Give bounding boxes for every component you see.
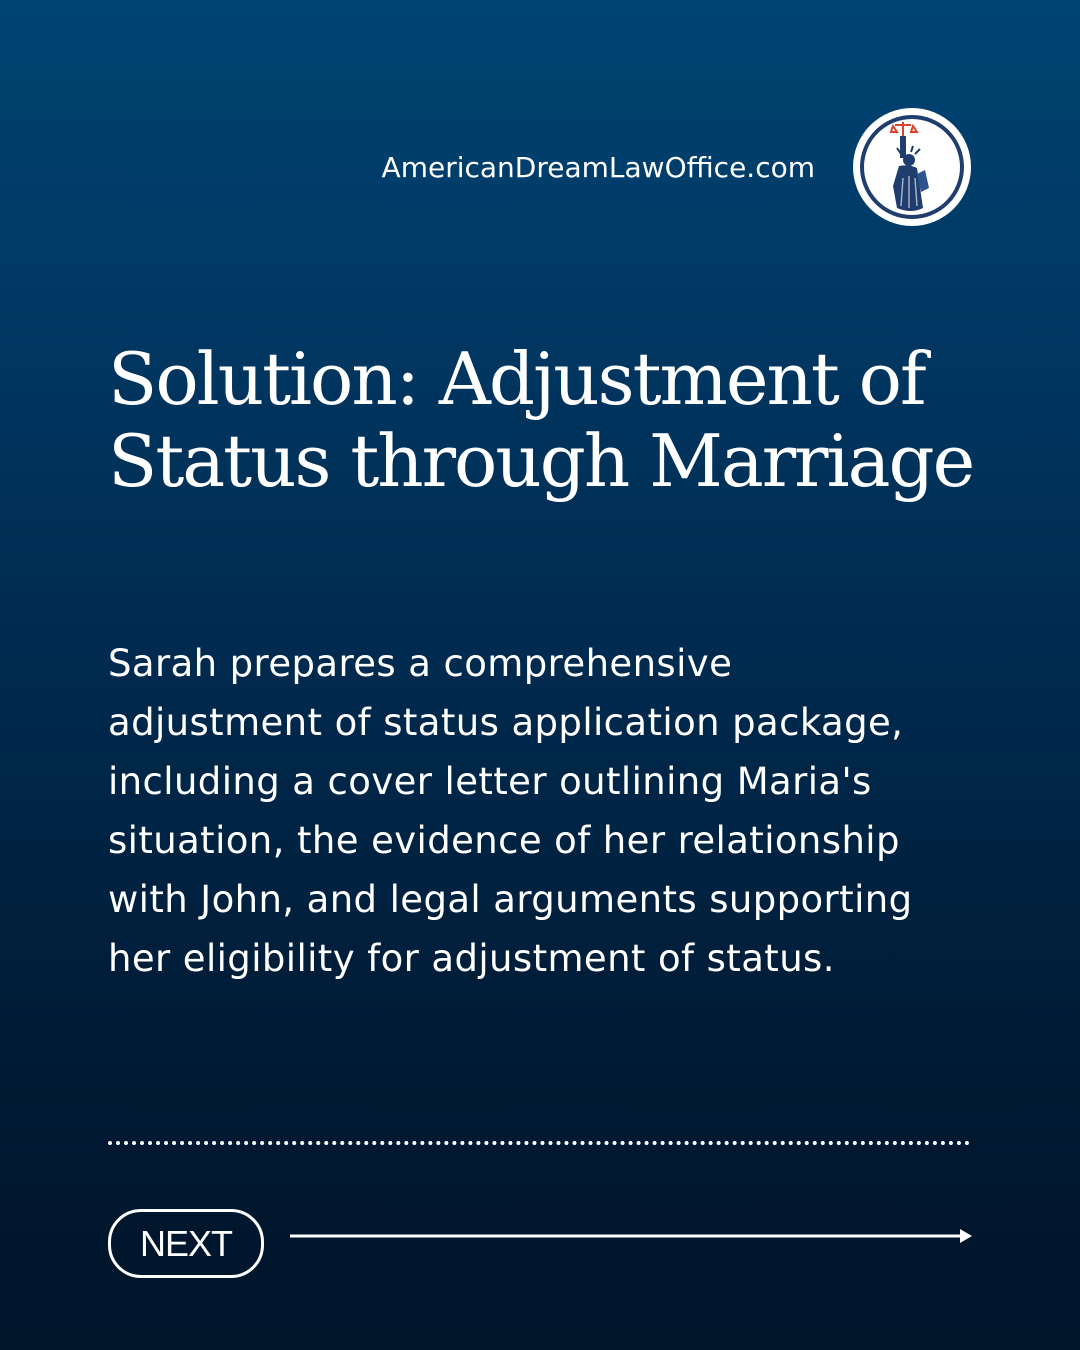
statue-of-liberty-logo-icon xyxy=(853,108,971,226)
dotted-divider xyxy=(108,1141,970,1145)
next-button[interactable]: NEXT xyxy=(108,1209,264,1278)
slide-title: Solution: Adjustment of Status through Marriage xyxy=(108,337,974,503)
slide-body-text: Sarah prepares a comprehensive adjustment of status application package, including a cover letter outlining Maria's situation, the evidence of her relationship with John, and legal arguments supporting her eligibility for adjustment of status. xyxy=(108,642,913,980)
website-url: AmericanDreamLawOffice.com xyxy=(381,151,815,184)
arrow-right-icon[interactable] xyxy=(290,1226,975,1246)
